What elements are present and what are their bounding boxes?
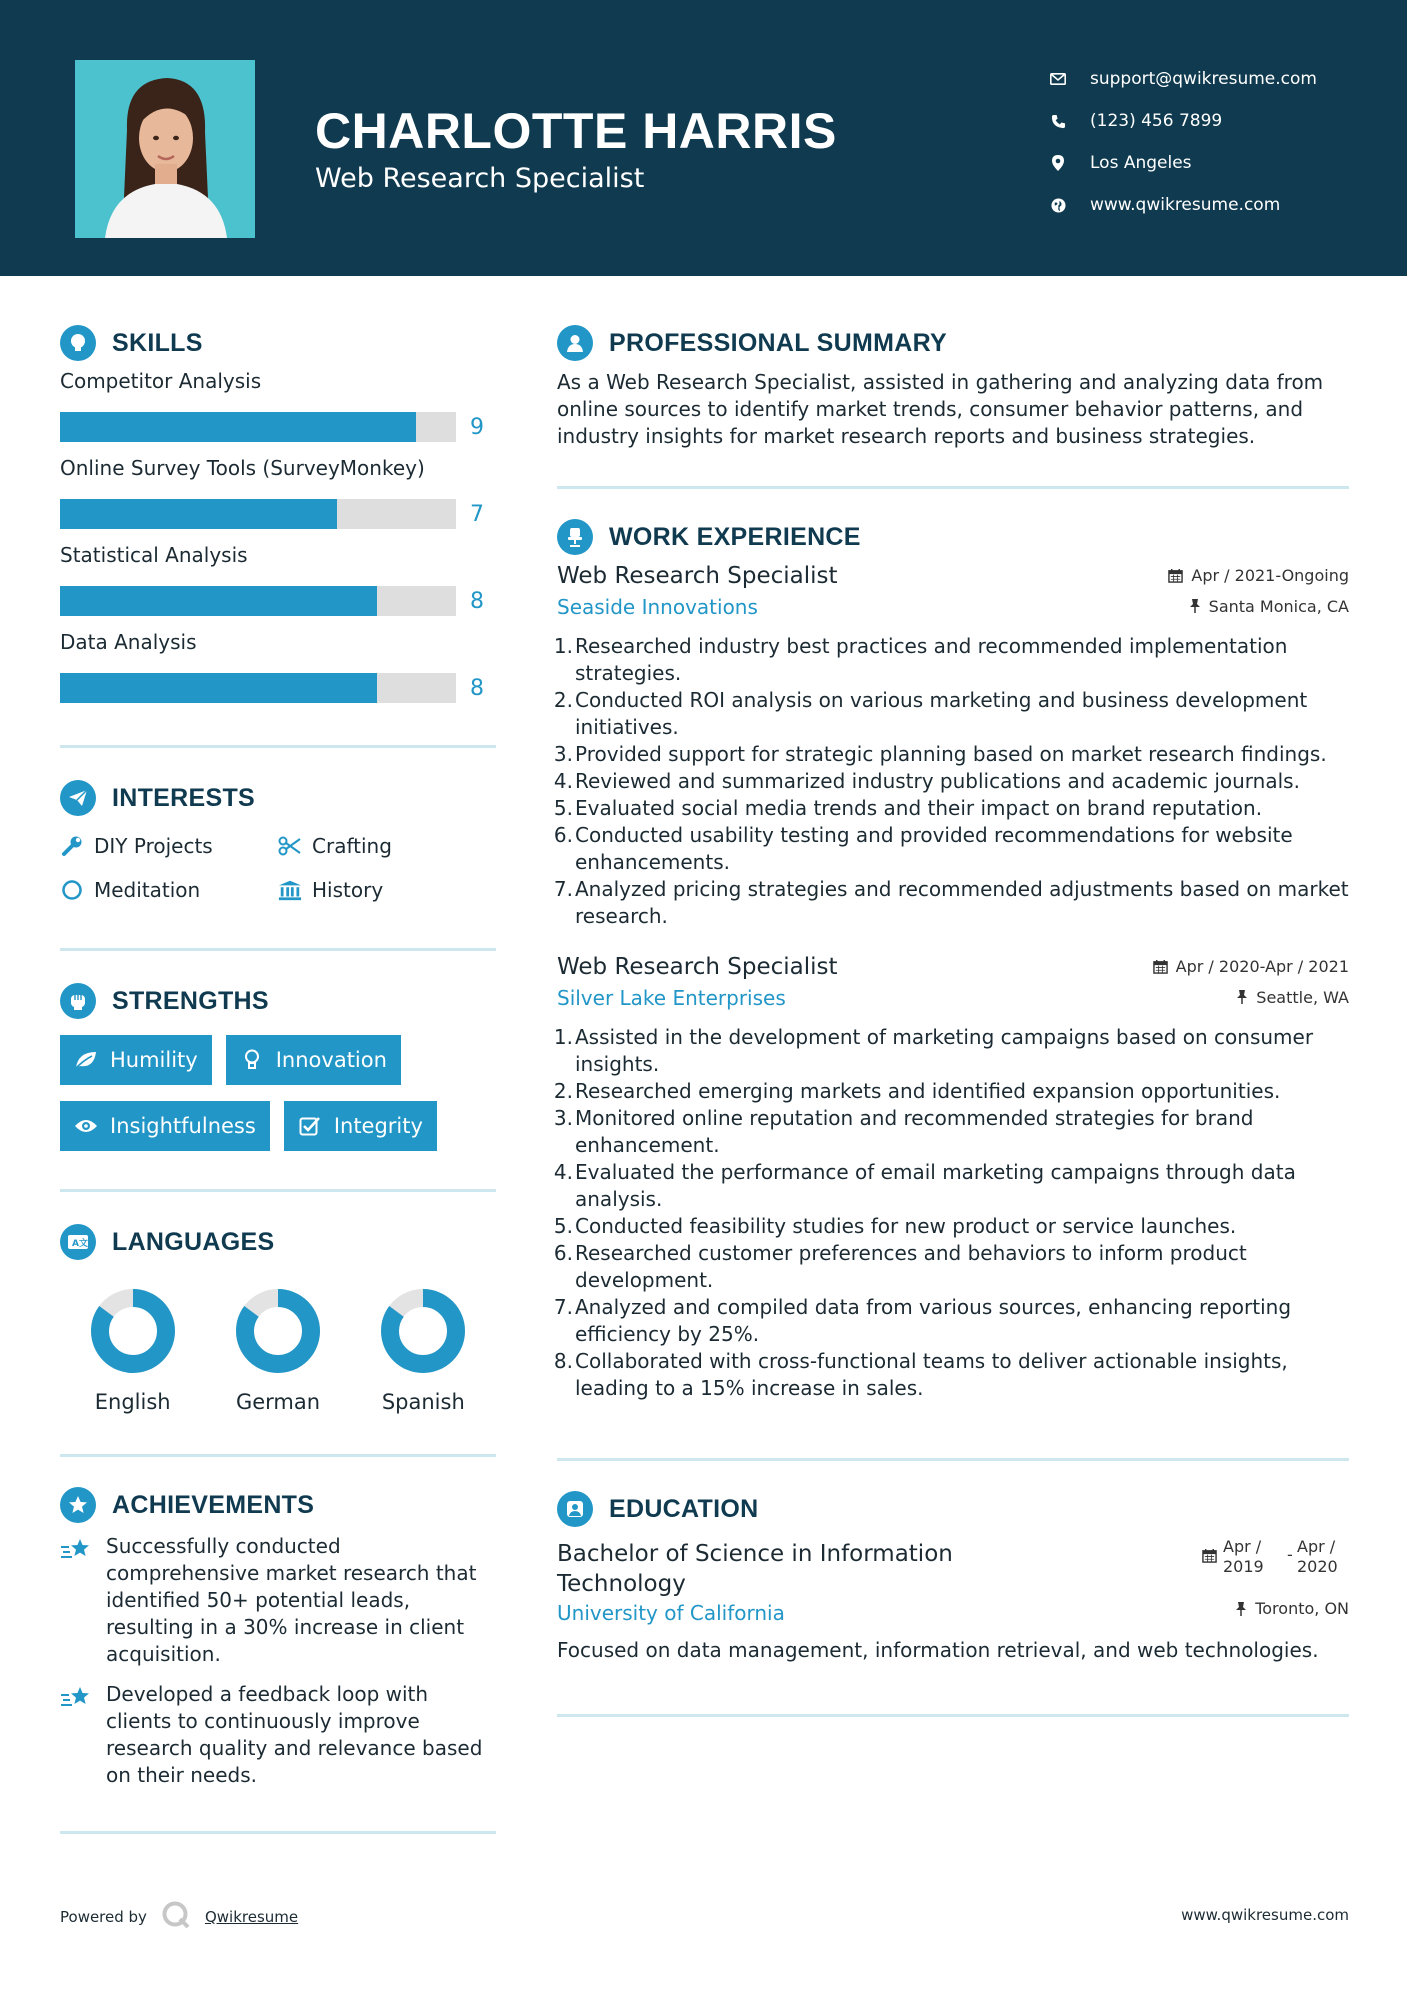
job-bullet (553, 795, 1349, 822)
shooting-star-icon (60, 1681, 94, 1709)
star-badge-icon (60, 1487, 96, 1523)
user-icon (557, 325, 593, 361)
calendar-icon (1168, 568, 1183, 583)
skill-item (60, 367, 496, 454)
eye-icon (74, 1114, 98, 1138)
achievement-text: Developed a feedback loop with clients to continuously improve research quality and relevance based on their needs. (106, 1682, 483, 1787)
bullet-text: Researched emerging markets and identified expansion opportunities. (575, 1079, 1281, 1103)
contact-phone-text: (123) 456 7899 (1090, 111, 1223, 131)
bullet-text: Researched customer preferences and behaviors to inform product development. (575, 1241, 1247, 1292)
contact-location (1048, 142, 1317, 184)
skill-bar-fill (60, 499, 337, 529)
strength-chip (60, 1035, 212, 1085)
interests-title: INTERESTS (112, 783, 255, 812)
circle-icon (60, 878, 84, 902)
language-card-icon (60, 1224, 96, 1260)
job-dates-text: Apr / 2021-Ongoing (1191, 566, 1349, 585)
job-bullet (553, 768, 1349, 795)
skill-value: 9 (470, 414, 484, 440)
contact-location-text: Los Angeles (1090, 153, 1192, 173)
company-name[interactable]: Seaside Innovations (557, 595, 758, 619)
contact-email[interactable] (1048, 58, 1317, 100)
contact-website-text: www.qwikresume.com (1090, 195, 1281, 215)
strength-label: Humility (110, 1048, 198, 1072)
education-title: EDUCATION (609, 1494, 759, 1523)
language-ring (233, 1286, 323, 1376)
interests-list (60, 832, 496, 904)
job-title: Web Research Specialist (557, 954, 838, 980)
job-bullet (553, 1348, 1349, 1402)
strengths-heading (60, 981, 496, 1021)
strength-chip (226, 1035, 401, 1085)
bullet-number: 6. (553, 1241, 573, 1265)
skills-heading (60, 323, 496, 363)
museum-icon (278, 878, 302, 902)
education-location-text: Toronto, ON (1255, 1599, 1349, 1618)
resume-header (0, 0, 1407, 276)
education-end: Apr / 2020 (1297, 1537, 1338, 1576)
globe-icon (1048, 195, 1068, 215)
bullet-number: 3. (553, 742, 573, 766)
section-divider (60, 1189, 496, 1192)
right-column (553, 276, 1349, 1717)
bullet-number: 4. (553, 1160, 573, 1184)
envelope-icon (1048, 69, 1068, 89)
job-bullet (553, 822, 1349, 876)
skill-item (60, 454, 496, 541)
language-name: Spanish (381, 1390, 465, 1414)
fist-icon (60, 983, 96, 1019)
job-bullet (553, 1294, 1349, 1348)
job-bullet (553, 1105, 1349, 1159)
job-entry (553, 954, 1349, 1402)
interests-heading (60, 778, 496, 818)
candidate-name: CHARLOTTE HARRIS (315, 103, 837, 159)
summary-text: As a Web Research Specialist, assisted in gathering and analyzing data from online sources to identify market trends, consumer behavior patterns, and industry insights for market research reports and business strategies. (557, 370, 1324, 448)
bullet-text: Reviewed and summarized industry publications and academic journals. (575, 769, 1300, 793)
pushpin-icon (1236, 989, 1248, 1005)
job-location (1236, 988, 1349, 1007)
language-item (205, 1286, 350, 1414)
footer-url[interactable]: www.qwikresume.com (1181, 1906, 1349, 1924)
strengths-list (60, 1035, 496, 1151)
achievement-item (60, 1533, 496, 1668)
language-ring (378, 1286, 468, 1376)
scissors-icon (278, 834, 302, 858)
strengths-title: STRENGTHS (112, 986, 269, 1015)
bullet-text: Analyzed pricing strategies and recommended adjustments based on market research. (575, 877, 1349, 928)
bullet-text: Conducted feasibility studies for new product or service launches. (575, 1214, 1237, 1238)
language-ring (88, 1286, 178, 1376)
bullet-text: Conducted ROI analysis on various marketing and business development initiatives. (575, 688, 1308, 739)
skill-value: 8 (470, 675, 484, 701)
achievement-item (60, 1681, 496, 1789)
skill-bar-fill (60, 586, 377, 616)
contact-email-text: support@qwikresume.com (1090, 69, 1317, 89)
job-bullet (553, 1240, 1349, 1294)
section-divider (557, 486, 1349, 489)
wrench-icon (60, 834, 84, 858)
office-chair-icon (557, 519, 593, 555)
bullet-text: Collaborated with cross-functional teams to deliver actionable insights, leading to a 15% increase in sales. (575, 1349, 1288, 1400)
bullet-text: Provided support for strategic planning based on market research findings. (575, 742, 1327, 766)
skill-bar (60, 412, 456, 442)
phone-icon (1048, 111, 1068, 131)
skill-value: 7 (470, 501, 484, 527)
job-bullet (553, 876, 1349, 930)
strength-label: Insightfulness (110, 1114, 256, 1138)
interest-item (60, 832, 278, 860)
skill-item (60, 541, 496, 628)
job-bullet (553, 1159, 1349, 1213)
bullet-number: 5. (553, 796, 573, 820)
section-divider (60, 1831, 496, 1834)
footer-powered-by (60, 1900, 298, 1934)
graduate-icon (557, 1491, 593, 1527)
contact-phone[interactable] (1048, 100, 1317, 142)
bullet-number: 3. (553, 1106, 573, 1130)
section-divider (557, 1714, 1349, 1717)
skill-bar (60, 499, 456, 529)
languages-title: LANGUAGES (112, 1227, 275, 1256)
powered-by-text: Powered by (60, 1908, 147, 1926)
skill-bar-fill (60, 412, 416, 442)
language-name: English (94, 1390, 171, 1414)
leaf-icon (74, 1048, 98, 1072)
skills-title: SKILLS (112, 328, 203, 357)
experience-heading (557, 517, 1349, 557)
language-item (351, 1286, 496, 1414)
strength-label: Integrity (333, 1114, 423, 1138)
bullet-number: 6. (553, 823, 573, 847)
job-bullet (553, 741, 1349, 768)
calendar-icon (1202, 1548, 1217, 1568)
education-location (1235, 1599, 1349, 1618)
bullet-number: 4. (553, 769, 573, 793)
languages-list (60, 1286, 496, 1414)
bullet-number: 8. (553, 1349, 573, 1373)
skill-bar (60, 586, 456, 616)
bullet-text: Assisted in the development of marketing campaigns based on consumer insights. (575, 1025, 1314, 1076)
bullet-text: Conducted usability testing and provided recommendations for website enhancements. (575, 823, 1293, 874)
interest-label: DIY Projects (94, 834, 213, 858)
job-entry (553, 563, 1349, 930)
job-bullet (553, 633, 1349, 687)
qwikresume-link[interactable]: Qwikresume (204, 1908, 299, 1926)
bullet-text: Evaluated the performance of email marketing campaigns through data analysis. (575, 1160, 1296, 1211)
pushpin-icon (1235, 1601, 1247, 1617)
languages-heading (60, 1222, 496, 1262)
section-divider (557, 1458, 1349, 1461)
achievements-list (60, 1533, 496, 1789)
job-dates (1168, 566, 1349, 585)
job-bullet (553, 1024, 1349, 1078)
job-bullet (553, 687, 1349, 741)
language-item (60, 1286, 205, 1414)
education-start: Apr / 2019 (1223, 1537, 1264, 1576)
strength-chip (284, 1101, 437, 1151)
contact-list (1048, 58, 1317, 226)
interest-item (278, 876, 478, 904)
shooting-star-icon (60, 1533, 94, 1561)
bullet-number: 1. (553, 634, 573, 658)
bullet-text: Evaluated social media trends and their impact on brand reputation. (575, 796, 1263, 820)
language-name: German (235, 1390, 321, 1414)
interest-label: Meditation (94, 878, 201, 902)
experience-title: WORK EXPERIENCE (609, 522, 861, 551)
job-dates (1153, 957, 1349, 976)
lightbulb-icon (60, 325, 96, 361)
degree-title: Bachelor of Science in Information Technology (557, 1541, 953, 1597)
map-pin-icon (1048, 153, 1068, 173)
bullet-number: 5. (553, 1214, 573, 1238)
left-column (60, 276, 496, 1834)
job-location-text: Seattle, WA (1256, 987, 1349, 1007)
education-heading (557, 1489, 1349, 1529)
strength-label: Innovation (275, 1048, 387, 1072)
school-name[interactable]: University of California (557, 1601, 785, 1625)
section-divider (60, 948, 496, 951)
education-entry (557, 1537, 1349, 1629)
interest-label: History (312, 878, 384, 902)
bullet-text: Monitored online reputation and recommended strategies for brand enhancement. (575, 1106, 1254, 1157)
job-location (1189, 597, 1349, 616)
skill-name: Statistical Analysis (60, 543, 248, 567)
interest-item (60, 876, 278, 904)
bullet-number: 2. (553, 688, 573, 712)
skill-bar (60, 673, 456, 703)
job-bullet (553, 1078, 1349, 1105)
paper-plane-icon (60, 780, 96, 816)
education-description: Focused on data management, information retrieval, and web technologies. (557, 1638, 1319, 1662)
skill-name: Data Analysis (60, 630, 197, 654)
bullet-number: 1. (553, 1025, 573, 1049)
bullet-number: 7. (553, 1295, 573, 1319)
date-separator: - (1287, 1545, 1293, 1564)
candidate-title: Web Research Specialist (315, 163, 645, 194)
lightbulb-icon (240, 1048, 264, 1072)
company-name[interactable]: Silver Lake Enterprises (557, 986, 786, 1010)
svg-text:A文: A文 (72, 1239, 88, 1249)
skill-name: Competitor Analysis (60, 369, 262, 393)
achievement-text: Successfully conducted comprehensive market research that identified 50+ potential leads, resulting in a 30% increase in client acquisition. (106, 1534, 477, 1666)
job-title: Web Research Specialist (557, 563, 838, 589)
section-divider (60, 745, 496, 748)
achievements-heading (60, 1485, 496, 1525)
job-dates-text: Apr / 2020-Apr / 2021 (1175, 957, 1349, 976)
bullet-text: Researched industry best practices and recommended implementation strategies. (575, 634, 1288, 685)
skill-bar-fill (60, 673, 377, 703)
skills-list (60, 367, 496, 715)
skill-name: Online Survey Tools (SurveyMonkey) (60, 456, 425, 480)
summary-heading (557, 323, 1349, 363)
job-bullet (553, 1213, 1349, 1240)
contact-website[interactable] (1048, 184, 1317, 226)
education-dates (1202, 1537, 1349, 1577)
strength-chip (60, 1101, 270, 1151)
checkbox-icon (298, 1114, 322, 1138)
achievements-title: ACHIEVEMENTS (112, 1490, 315, 1519)
section-divider (60, 1454, 496, 1457)
interest-item (278, 832, 478, 860)
qwikresume-logo-icon (161, 1900, 191, 1934)
calendar-icon (1153, 959, 1168, 974)
pushpin-icon (1189, 598, 1201, 614)
skill-item (60, 628, 496, 715)
bullet-number: 2. (553, 1079, 573, 1103)
bullet-number: 7. (553, 877, 573, 901)
job-bullets (553, 633, 1349, 930)
interest-label: Crafting (312, 834, 392, 858)
bullet-text: Analyzed and compiled data from various sources, enhancing reporting efficiency by 25%. (575, 1295, 1292, 1346)
job-bullets (553, 1024, 1349, 1402)
skill-value: 8 (470, 588, 484, 614)
profile-photo (75, 60, 255, 238)
job-location-text: Santa Monica, CA (1208, 596, 1349, 616)
summary-title: PROFESSIONAL SUMMARY (609, 328, 947, 357)
